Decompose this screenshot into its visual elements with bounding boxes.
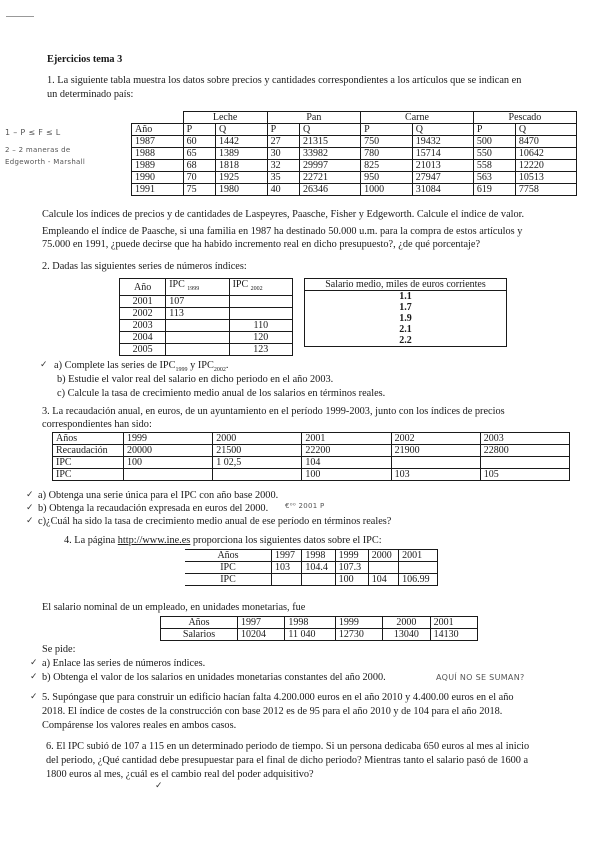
table-cell: 19432 (412, 136, 473, 148)
column-header: 2001 (302, 433, 391, 445)
column-header: Salario medio, miles de euros corrientes (305, 279, 507, 291)
check-mark-icon: ✓ (26, 503, 34, 513)
table-cell: 104.4 (302, 562, 335, 574)
table-cell: 1989 (132, 160, 184, 172)
check-mark-icon: ✓ (155, 781, 163, 791)
table-cell (391, 457, 480, 469)
table-cell: 1925 (216, 172, 268, 184)
table-row (120, 308, 293, 320)
table-cell: 15714 (412, 148, 473, 160)
column-header: 1999 (335, 550, 368, 562)
table-cell: 40 (267, 184, 299, 196)
table-cell: 12220 (515, 160, 576, 172)
ipc-base: 1999 (175, 367, 188, 374)
table-cell: 32 (267, 160, 299, 172)
handwritten-note-ex4: AQUÍ NO SE SUMAN? (436, 673, 525, 682)
ex3-part-b: b) Obtenga la recaudación expresada en euros del 2000. (38, 503, 269, 514)
table-cell: 2002 (120, 308, 166, 320)
column-header: Años (161, 617, 238, 629)
column-header: 2000 (368, 550, 398, 562)
check-mark-icon: ✓ (26, 516, 34, 526)
table-cell: 26346 (300, 184, 361, 196)
table-cell: 100 (302, 469, 391, 481)
column-header: P (473, 124, 515, 136)
table-cell: 113 (166, 308, 229, 320)
table-cell: 1980 (216, 184, 268, 196)
check-mark-icon: ✓ (30, 692, 38, 702)
table-row (185, 574, 438, 586)
ex6-line1: 6. El IPC subió de 107 a 115 en un determinado periodo de tiempo. Si un persona dedicaba 650 euros al mes al inicio (46, 741, 530, 752)
column-header: 2000 (383, 617, 430, 629)
table-cell: 2003 (120, 320, 166, 332)
table-cell: 1987 (132, 136, 184, 148)
table-cell: 22721 (300, 172, 361, 184)
column-header: Q (515, 124, 576, 136)
table-cell: 10642 (515, 148, 576, 160)
ex3-intro-line1: 3. La recaudación anual, en euros, de un ayuntamiento en el período 1999-2003, junto con los índices de precios (42, 406, 505, 417)
table-row (120, 344, 293, 356)
handwritten-note-1: 1 – P ≤ F ≤ L (5, 128, 61, 137)
ex1-question-2a: Empleando el índice de Paasche, si una familia en 1987 ha destinado 50.000 u.m. para la compra de estos artículos y (42, 226, 523, 237)
table-cell: 1442 (216, 136, 268, 148)
ex6-line3: 1800 euros al mes, ¿cuál es el cambio real del poder adquisitivo? (46, 769, 314, 780)
table-cell: 7758 (515, 184, 576, 196)
table-cell: 120 (229, 332, 292, 344)
table-cell: 1991 (132, 184, 184, 196)
table-cell: Salarios (161, 629, 238, 641)
column-header: Q (216, 124, 268, 136)
table-cell: 103 (391, 469, 480, 481)
column-header: P (267, 124, 299, 136)
check-mark-icon: ✓ (26, 490, 34, 500)
ipc-base: 1999 (187, 286, 200, 292)
table-cell: 500 (473, 136, 515, 148)
table-cell: 10204 (238, 629, 285, 641)
table-cell: 8470 (515, 136, 576, 148)
column-header: 2001 (430, 617, 477, 629)
table-row (120, 320, 293, 332)
table-header-row (120, 279, 293, 296)
table-cell: 31084 (412, 184, 473, 196)
table-cell (272, 574, 302, 586)
ex5-line2: 2018. El índice de costes de la construcción con base 2012 es de 95 para el año 2010 y de 104 para el año 2018. (42, 706, 503, 717)
ex2-index-table (119, 278, 293, 356)
table-cell: 1.9 (305, 313, 507, 324)
ipc-base: 2002 (213, 367, 226, 374)
table-cell: 780 (361, 148, 413, 160)
table-row (53, 445, 570, 457)
table-cell: 106.99 (399, 574, 438, 586)
table-row (132, 160, 577, 172)
ex1-question-1: Calcule los índices de precios y de cantidades de Laspeyres, Paasche, Fisher y Edgeworth. Calcule el índice de valor. (42, 209, 525, 220)
table-header-row (132, 124, 577, 136)
column-header: 1997 (272, 550, 302, 562)
ex4-part-a: a) Enlace las series de números índices. (42, 658, 206, 669)
table-cell: 619 (473, 184, 515, 196)
table-row (132, 172, 577, 184)
table-cell: 1000 (361, 184, 413, 196)
table-cell: 105 (480, 469, 569, 481)
table-cell: 750 (361, 136, 413, 148)
ex4-ipc-table (185, 549, 438, 586)
ex1-question-2b: 75.000 en 1991, ¿puede decirse que ha habido incremento real en dicho presupuesto?, ¿de qué porcentaje? (42, 239, 481, 250)
ex2-salary-table (304, 278, 507, 347)
table-cell (124, 469, 213, 481)
column-header: 2001 (399, 550, 438, 562)
table-cell (302, 574, 335, 586)
table-cell: 2001 (120, 296, 166, 308)
table-header-row (161, 617, 478, 629)
table-cell: 825 (361, 160, 413, 172)
table-row (132, 136, 577, 148)
table-cell: 100 (335, 574, 368, 586)
ex3-part-c: c)¿Cuál ha sido la tasa de crecimiento medio anual de ese período en términos reales? (38, 516, 392, 527)
table-cell: IPC (53, 469, 124, 481)
ex2-part-a-mid: y IPC (187, 360, 214, 371)
column-header: 1998 (302, 550, 335, 562)
ex2-part-a-end: . (225, 360, 229, 371)
table-cell: 33982 (300, 148, 361, 160)
ex3-collection-table (52, 432, 570, 481)
table-cell: 107 (166, 296, 229, 308)
table-cell: 30 (267, 148, 299, 160)
table-cell: 2.1 (305, 324, 507, 335)
ex2-part-a-text: a) Complete las series de IPC (54, 360, 176, 371)
group-header: Pan (267, 112, 361, 124)
check-mark-icon: ✓ (30, 658, 38, 668)
table-header-row (305, 279, 507, 291)
table-row (120, 296, 293, 308)
ex4-intro-tail: proporciona los siguientes datos sobre el IPC: (190, 535, 382, 546)
table-cell (213, 469, 302, 481)
table-cell: 70 (183, 172, 215, 184)
table-cell: 110 (229, 320, 292, 332)
pen-stroke (6, 16, 34, 17)
table-cell: IPC (53, 457, 124, 469)
table-cell: 27947 (412, 172, 473, 184)
column-header: Años (53, 433, 124, 445)
table-cell: 558 (473, 160, 515, 172)
ex6-line2: del periodo, ¿Qué cantidad debe presupuestar para el final de dicho periodo? Mientras tanto el salario pasó de 1600 a (46, 755, 529, 766)
table-cell (368, 562, 398, 574)
table-cell: 104 (368, 574, 398, 586)
table-cell: 1988 (132, 148, 184, 160)
table-cell: 11 040 (285, 629, 336, 641)
column-header: 2002 (391, 433, 480, 445)
column-header: 2000 (213, 433, 302, 445)
table-cell: 20000 (124, 445, 213, 457)
page-title: Ejercicios tema 3 (47, 54, 123, 65)
table-cell (229, 296, 292, 308)
table-row (53, 469, 570, 481)
table-cell (480, 457, 569, 469)
table-cell: 65 (183, 148, 215, 160)
table-row (132, 184, 577, 196)
ex5-line1: 5. Supóngase que para construir un edificio hacían falta 4.200.000 euros en el año 2010 y 4.400.00 euros en el año (42, 692, 514, 703)
check-mark-icon: ✓ (30, 672, 38, 682)
table-cell: 1990 (132, 172, 184, 184)
table-row (305, 313, 507, 324)
table-cell: 27 (267, 136, 299, 148)
ex2-part-b: b) Estudie el valor real del salario en dicho periodo en el año 2003. (57, 374, 334, 385)
ex4-intro-text: 4. La página (64, 535, 118, 546)
column-header: Años (185, 550, 272, 562)
table-cell: 100 (124, 457, 213, 469)
group-header: Carne (361, 112, 474, 124)
check-mark-icon: ✓ (40, 360, 48, 370)
ine-link[interactable]: http://www.ine.es (117, 535, 191, 546)
ex1-price-quantity-table (131, 111, 577, 196)
table-cell: 68 (183, 160, 215, 172)
table-row (53, 457, 570, 469)
ex3-intro-line2: correspondientes han sido: (42, 419, 152, 430)
table-cell: 1 02,5 (213, 457, 302, 469)
column-header: Año (132, 124, 184, 136)
ex4-part-b: b) Obtenga el valor de los salarios en unidades monetarias constantes del año 2000. (42, 672, 386, 683)
table-cell: 104 (302, 457, 391, 469)
table-cell: 22800 (480, 445, 569, 457)
column-header: Q (412, 124, 473, 136)
table-row (305, 335, 507, 347)
table-cell: 21013 (412, 160, 473, 172)
column-header: P (361, 124, 413, 136)
ex4-ask: Se pide: (42, 644, 76, 655)
table-row (305, 291, 507, 303)
column-header: 1998 (285, 617, 336, 629)
column-header: P (183, 124, 215, 136)
table-cell: 12730 (335, 629, 382, 641)
handwritten-note-3: Edgeworth - Marshall (5, 158, 86, 166)
table-cell: 21900 (391, 445, 480, 457)
table-cell: 21315 (300, 136, 361, 148)
table-row (185, 562, 438, 574)
table-row (305, 324, 507, 335)
table-cell (229, 308, 292, 320)
ex2-intro: 2. Dadas las siguientes series de números índices: (42, 261, 247, 272)
table-cell (166, 344, 229, 356)
column-header: 1997 (238, 617, 285, 629)
column-header: 1999 (335, 617, 382, 629)
table-cell: 950 (361, 172, 413, 184)
table-cell: 1818 (216, 160, 268, 172)
table-row (161, 629, 478, 641)
table-cell: 2004 (120, 332, 166, 344)
column-header (229, 279, 292, 296)
column-header: 1999 (124, 433, 213, 445)
table-header-row (53, 433, 570, 445)
column-header: Año (120, 279, 166, 296)
group-header: Leche (183, 112, 267, 124)
table-row (305, 302, 507, 313)
table-cell: IPC (185, 562, 272, 574)
table-cell: 1.7 (305, 302, 507, 313)
ex1-intro-line2: un determinado país: (47, 89, 134, 100)
ipc-base: 2002 (250, 286, 263, 292)
ipc-label: IPC (169, 279, 185, 290)
table-cell: 1.1 (305, 291, 507, 303)
table-cell: 35 (267, 172, 299, 184)
column-header: Q (300, 124, 361, 136)
table-cell: 14130 (430, 629, 477, 641)
group-header: Pescado (473, 112, 576, 124)
ex4-salary-table (160, 616, 478, 641)
table-cell: 1389 (216, 148, 268, 160)
ex5-line3: Compárense los valores reales en ambos casos. (42, 720, 237, 731)
ipc-label: IPC (232, 279, 249, 290)
table-cell (399, 562, 438, 574)
table-cell (166, 332, 229, 344)
table-cell: 563 (473, 172, 515, 184)
table-cell: 103 (272, 562, 302, 574)
table-cell: 123 (229, 344, 292, 356)
table-cell: 29997 (300, 160, 361, 172)
ex1-intro-line1: 1. La siguiente tabla muestra los datos sobre precios y cantidades correspondientes a los artículos que se indican en (47, 75, 522, 86)
ex2-part-c: c) Calcule la tasa de crecimiento medio anual de los salarios en términos reales. (57, 388, 386, 399)
column-header: 2003 (480, 433, 569, 445)
table-cell: 21500 (213, 445, 302, 457)
handwritten-note-2: 2 – 2 maneras de (5, 146, 71, 154)
column-header (166, 279, 229, 296)
ex4-salary-intro: El salario nominal de un empleado, en unidades monetarias, fue (42, 602, 306, 613)
table-cell: 13040 (383, 629, 430, 641)
table-cell: 22200 (302, 445, 391, 457)
table-row (132, 112, 577, 124)
table-cell: 107.3 (335, 562, 368, 574)
table-row (132, 148, 577, 160)
table-cell (166, 320, 229, 332)
handwritten-note-ex3: €⁰⁰ 2001 P (285, 502, 325, 510)
table-cell: IPC (185, 574, 272, 586)
table-cell: 60 (183, 136, 215, 148)
table-cell: Recaudación (53, 445, 124, 457)
table-cell: 2.2 (305, 335, 507, 347)
table-cell: 550 (473, 148, 515, 160)
table-cell: 2005 (120, 344, 166, 356)
table-header-row (185, 550, 438, 562)
table-row (120, 332, 293, 344)
table-cell: 75 (183, 184, 215, 196)
ex4-intro (64, 534, 382, 547)
ex3-part-a: a) Obtenga una serie única para el IPC con año base 2000. (38, 490, 279, 501)
table-cell: 10513 (515, 172, 576, 184)
